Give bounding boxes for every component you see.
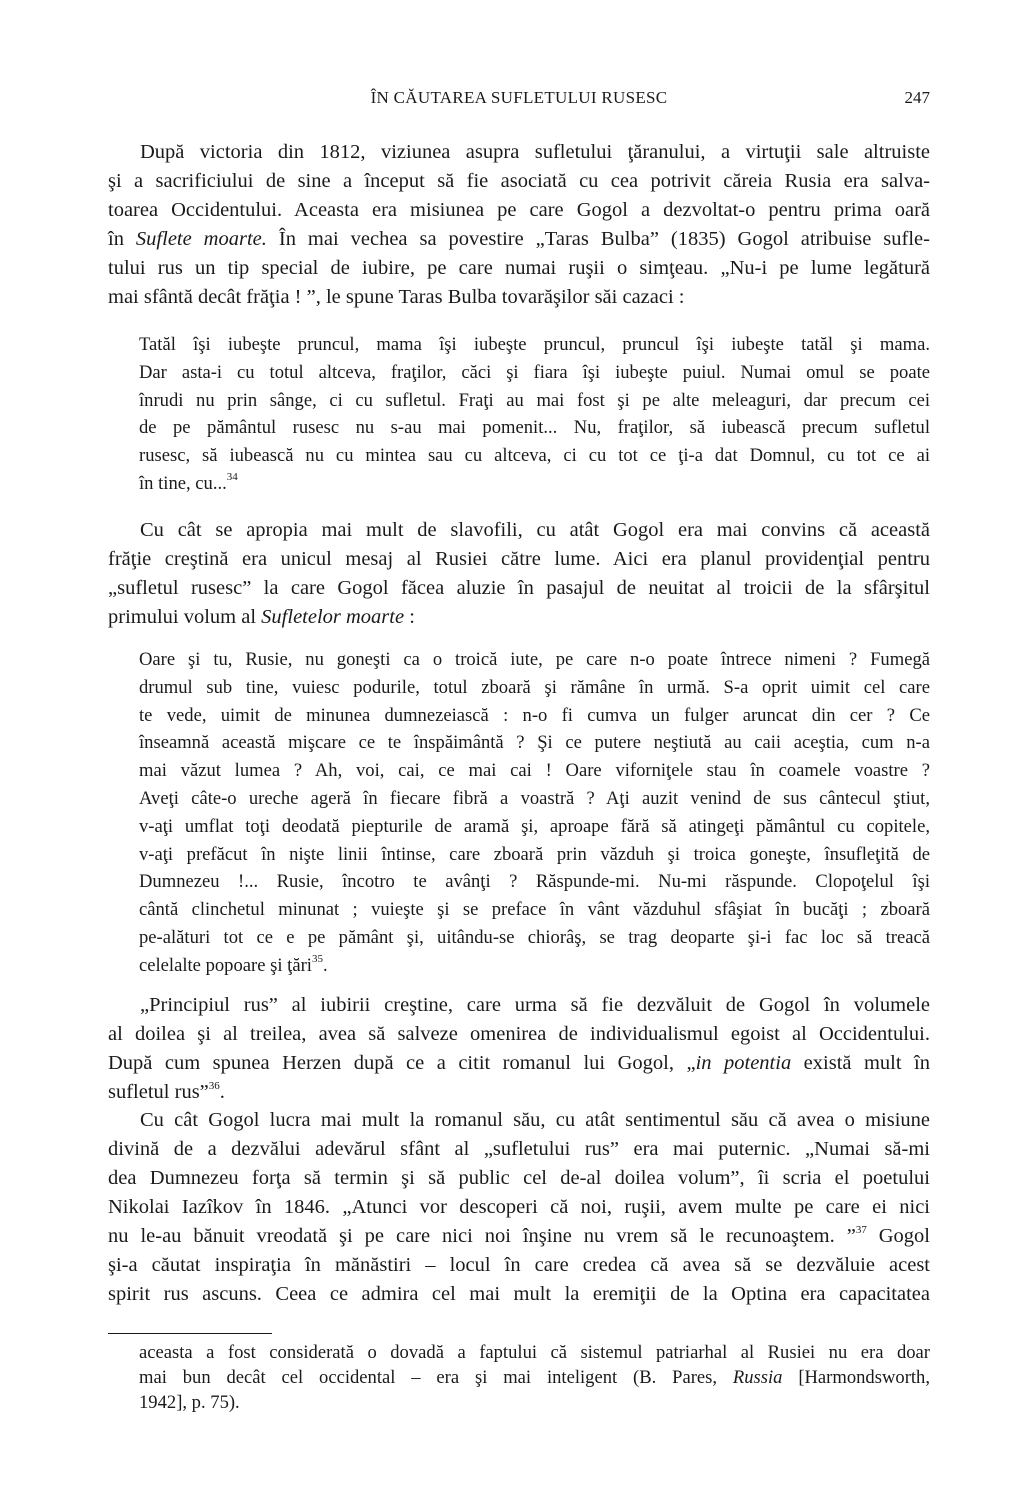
text-span: în tine, cu... (139, 472, 227, 494)
text-line: spirit rus ascuns. Ceea ce admira cel mai mult la eremiţii de la Optina era capacitatea (108, 1283, 930, 1305)
footnote-line (139, 1365, 930, 1390)
quote-line: te vede, uimit de minunea dumnezeiască : n-o fi cumva un fulger aruncat din cer ? Ce (139, 704, 930, 726)
text-line: divină de a dezvălui adevărul sfânt al „sufletului rus” era mai puternic. „Numai să-mi (108, 1138, 930, 1160)
text-span: primului volum al (108, 606, 262, 628)
quote-line: înrudi nu prin sânge, ci cu sufletul. Fraţi au mai fost şi pe alte meleaguri, dar precum cei (139, 389, 930, 411)
running-title: ÎN CĂUTAREA SUFLETULUI RUSESC (370, 88, 668, 107)
footnote-ref[interactable]: 36 (208, 1080, 220, 1092)
text-span: . (219, 1081, 225, 1103)
text-line: După victoria din 1812, viziunea asupra sufletului ţăranului, a virtuţii sale altruiste (140, 141, 930, 163)
text-line: tului rus un tip special de iubire, pe care numai ruşii o simţeau. „Nu-i pe lume legătură (108, 257, 930, 279)
page-header (108, 88, 930, 112)
text-span: sufletul rus” (108, 1081, 209, 1103)
text-line: Nikolai Iazîkov în 1846. „Atunci vor descoperi că noi, ruşii, avem multe pe care ei nici (108, 1196, 930, 1218)
book-title: Sufletelor moarte (261, 606, 405, 628)
text-line: şi-a căutat inspiraţia în mănăstiri – locul în care credea că avea să se dezvăluie acest (108, 1254, 930, 1276)
quote-line: înseamnă această mişcare ce te înspăimântă ? Şi ce putere neştiută au caii aceştia, cum n-a (139, 732, 930, 754)
text-line: dea Dumnezeu forţa să termin şi să public cel de-al doilea volum”, îi scria el poetului (108, 1167, 930, 1189)
latin-phrase: in potentia (695, 1052, 792, 1074)
text-line (108, 225, 930, 254)
quote-line: de pe pământul rusesc nu s-au mai pomenit... Nu, fraţilor, să iubească precum sufletul (139, 417, 930, 439)
footnote-line: aceasta a fost considerată o dovadă a faptului că sistemul patriarhal al Rusiei nu era doar (139, 1342, 930, 1363)
footnote-divider (108, 1333, 272, 1334)
text-span: : (404, 606, 415, 628)
quote-line: Dar asta-i cu totul altceva, fraţilor, căci şi fiara îşi iubeşte puiul. Numai omul se poate (139, 361, 930, 383)
text-line: frăţie creştină era unicul mesaj al Rusiei către lume. Aici era planul providenţial pentru (108, 548, 930, 570)
text-line (108, 1049, 930, 1078)
paragraph-4 (108, 1106, 930, 1309)
text-span: După cum spunea Herzen după ce a citit romanul lui Gogol, „ (108, 1052, 696, 1074)
quote-line: v-aţi prefăcut în nişte linii întinse, care zboară prin văzduh şi troica goneşte, însufleţită de (139, 843, 930, 865)
text-span: există mult în (791, 1052, 930, 1074)
book-title: Suflete moarte. (135, 228, 267, 250)
page-number: 247 (904, 88, 930, 107)
quote-line: rusesc, să iubească nu cu mintea sau cu altceva, ci cu tot ce ţi-a dat Domnul, cu tot ce ai (139, 445, 930, 467)
block-quote-1 (139, 331, 930, 498)
quote-line: v-aţi umflat toţi deodată piepturile de aramă şi, aproape fără să atingeţi pământul cu copitele, (139, 815, 930, 837)
text-line: Cu cât Gogol lucra mai mult la romanul său, cu atât sentimentul său că avea o misiune (140, 1109, 930, 1131)
text-line: toarea Occidentului. Aceasta era misiunea pe care Gogol a dezvoltat-o pentru prima oară (108, 199, 930, 221)
text-line (108, 1078, 930, 1107)
text-line: al doilea şi al treilea, avea să salveze omenirea de individualismul egoist al Occidentului. (108, 1023, 930, 1045)
text-line: mai sfântă decât frăţia ! ”, le spune Taras Bulba tovarăşilor săi cazaci : (108, 286, 685, 308)
text-span: . (322, 954, 328, 976)
paragraph-3 (108, 991, 930, 1107)
quote-line (139, 470, 930, 498)
quote-line: drumul sub tine, vuiesc podurile, totul zboară şi rămâne în urmă. S-a oprit uimit cel care (139, 676, 930, 698)
text-span: celelalte popoare şi ţări (139, 954, 312, 976)
quote-line: Dumnezeu !... Rusie, încotro te avânţi ? Răspunde-mi. Nu-mi răspunde. Clopoţelul îşi (139, 871, 930, 893)
footnote (139, 1340, 930, 1415)
paragraph-2 (108, 516, 930, 632)
text-span: În mai vechea sa povestire „Taras Bulba” (1835) Gogol atribuise sufle- (266, 228, 930, 250)
text-span: [Harmondsworth, (782, 1367, 930, 1388)
text-span: nu le-au bănuit vreodată şi pe care nici noi înşine nu vrem să le recunoaştem. ” (108, 1225, 856, 1247)
footnote-ref[interactable]: 35 (311, 952, 323, 965)
text-line: Cu cât se apropia mai mult de slavofili, cu atât Gogol era mai convins că această (140, 519, 930, 541)
quote-line: pe-alături tot ce e pe pământ şi, uitându-se chiorâş, se trag deoparte şi-i fac loc să treacă (139, 926, 930, 948)
text-line: „sufletul rusesc” la care Gogol făcea aluzie în pasajul de neuitat al troicii de la sfârşitul (108, 577, 930, 599)
text-span: mai bun decât cel occidental – era şi mai inteligent (B. Pares, (139, 1367, 733, 1388)
text-span: în (108, 228, 136, 250)
quote-line: mai văzut lumea ? Ah, voi, cai, ce mai cai ! Oare viforniţele stau în coamele voastre ? (139, 760, 930, 782)
footnote-ref[interactable]: 34 (226, 470, 238, 483)
text-line: „Principiul rus” al iubirii creştine, care urma să fie dezvăluit de Gogol în volumele (140, 994, 930, 1016)
text-line (108, 603, 930, 632)
footnote-line: 1942], p. 75). (139, 1392, 240, 1413)
text-line (108, 1222, 930, 1251)
quote-line (139, 952, 930, 980)
quote-line: Tatăl îşi iubeşte pruncul, mama îşi iubeşte pruncul, pruncul îşi iubeşte tatăl şi mama. (139, 334, 930, 355)
book-title: Russia (732, 1367, 783, 1388)
footnote-ref[interactable]: 37 (855, 1224, 867, 1236)
text-line: şi a sacrificiului de sine a început să fie asociată cu cea potrivit căreia Rusia era salva- (108, 170, 930, 192)
quote-line: cântă clinchetul minunat ; vuieşte şi se preface în vânt văzduhul sfâşiat în bucăţi ; zboară (139, 899, 930, 921)
block-quote-2 (139, 646, 930, 980)
quote-line: Oare şi tu, Rusie, nu goneşti ca o troică iute, pe care n-o poate întrece nimeni ? Fumegă (139, 649, 930, 670)
quote-line: Aveţi câte-o ureche ageră în fiecare fibră a voastră ? Aţi auzit venind de sus cântecul ştiut, (139, 787, 930, 809)
paragraph-1 (108, 138, 930, 312)
text-span: Gogol (866, 1225, 931, 1247)
